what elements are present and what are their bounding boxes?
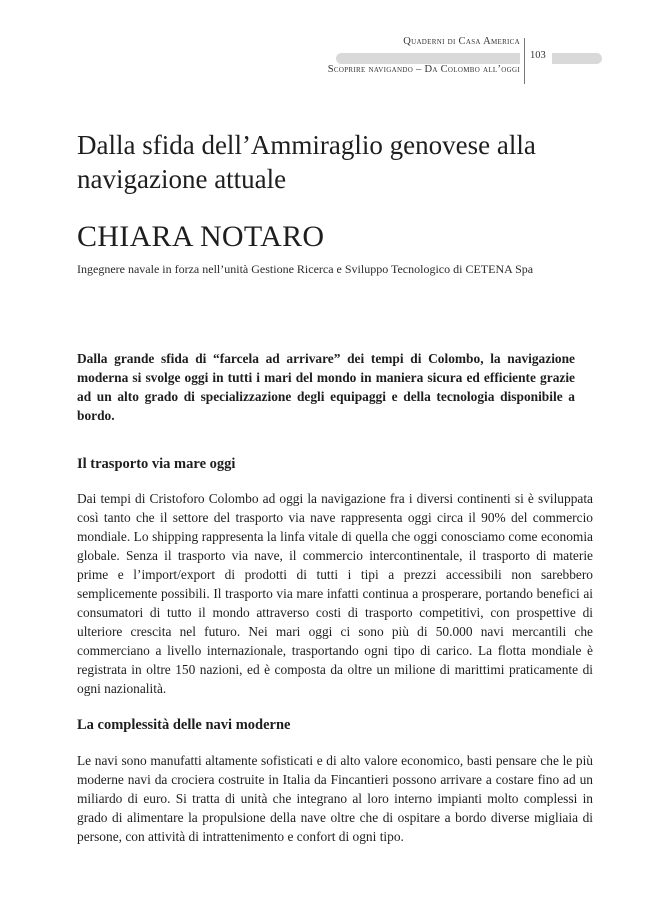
body-paragraph: Dai tempi di Cristoforo Colombo ad oggi la navigazione fra i diversi continenti si è sviluppata così tanto che il settore del trasporto via nave rappresenta oggi circa il 90% del commercio mondiale. Lo shipping rappresenta la linfa vitale di quella che oggi conosciamo come economia globale. Senza il trasporto via nave, il commercio intercontinentale, il trasporto di materie prime e l’import/export di prodotti di tutti i tipi a prezzi accessibili non sarebbero semplicemente possibili. Il trasporto via mare infatti continua a prosperare, portando benefici ai consumatori di tutto il mondo attraverso costi di trasporto competitivi, con prospettive di ulteriore crescita nel futuro. Nei mari oggi ci sono più di 50.000 navi mercantili che commerciano a livello internazionale, trasportando ogni tipo di carico. La flotta mondiale è registrata in oltre 150 nazioni, ed è composta da oltre un milione di marittimi praticamente di ogni nazionalità. — [77, 491, 593, 696]
author-affiliation: Ingegnere navale in forza nell’unità Gestione Ricerca e Sviluppo Tecnologico di CETENA Spa — [77, 262, 534, 276]
section-heading: La complessità delle navi moderne — [77, 717, 291, 733]
author-name: CHIARA NOTARO — [77, 220, 325, 253]
article-title: Dalla sfida dell’Ammiraglio genovese alla navigazione attuale — [77, 130, 536, 194]
header-decorative-bar — [336, 53, 520, 64]
running-header — [0, 36, 650, 88]
section-heading: Il trasporto via mare oggi — [77, 456, 236, 472]
journal-title: Quaderni di Casa America — [403, 36, 520, 47]
abstract: Dalla grande sfida di “farcela ad arrivare” dei tempi di Colombo, la navigazione moderna si svolge oggi in tutti i mari del mondo in maniera sicura ed efficiente grazie ad un alto grado di specializzazione degli equipaggi e della tecnologia disponibile a bordo. — [77, 351, 575, 423]
body-paragraph: Le navi sono manufatti altamente sofisticati e di alto valore economico, basti pensare che le più moderne navi da crociera costruite in Italia da Fincantieri possono arrivare a costare fino ad un miliardo di euro. Si tratta di unità che integrano al loro interno impianti molto complessi in grado di alimentare la propulsione della nave oltre che di ospitare a bordo diverse migliaia di persone, con attività di intrattenimento e confort di ogni tipo. — [77, 753, 593, 844]
section-title: Scoprire navigando – Da Colombo all’oggi — [327, 64, 520, 75]
header-divider — [524, 38, 525, 84]
page-number: 103 — [530, 50, 546, 61]
header-decorative-bar-right — [552, 53, 602, 64]
